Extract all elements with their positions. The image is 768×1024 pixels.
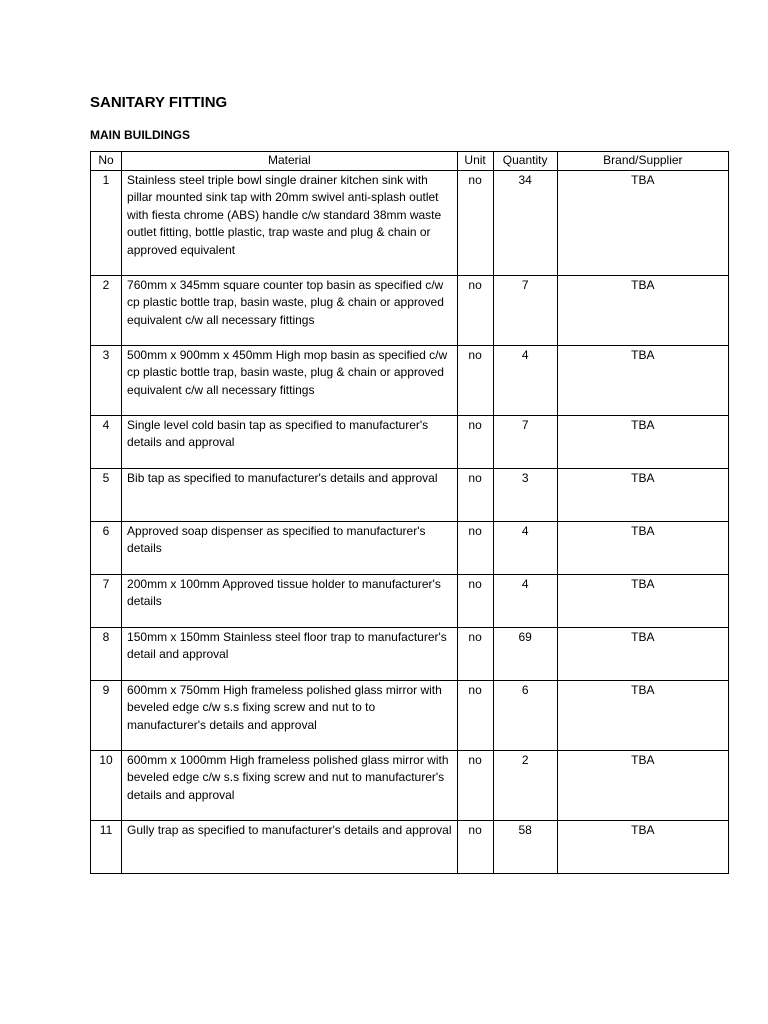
row-no: 2 [91,275,122,345]
row-unit: no [457,468,493,521]
row-brand: TBA [557,170,728,275]
row-quantity: 7 [493,415,557,468]
row-material: Gully trap as specified to manufacturer's details and approval [122,820,458,873]
header-no: No [91,152,122,171]
row-no: 11 [91,820,122,873]
row-no: 8 [91,627,122,680]
row-brand: TBA [557,521,728,574]
row-material: 500mm x 900mm x 450mm High mop basin as specified c/w cp plastic bottle trap, basin waste, plug & chain or approved equivalent c/w all necessary fittings [122,345,458,415]
table-row [91,680,729,750]
row-brand: TBA [557,820,728,873]
row-no: 7 [91,574,122,627]
row-quantity: 7 [493,275,557,345]
table-row [91,820,729,873]
page-title: SANITARY FITTING [90,94,228,111]
row-quantity: 4 [493,574,557,627]
row-material: 200mm x 100mm Approved tissue holder to manufacturer's details [122,574,458,627]
row-no: 1 [91,170,122,275]
table-row [91,345,729,415]
row-brand: TBA [557,275,728,345]
row-unit: no [457,275,493,345]
row-material: 760mm x 345mm square counter top basin as specified c/w cp plastic bottle trap, basin waste, plug & chain or approved equivalent c/w all necessary fittings [122,275,458,345]
row-quantity: 34 [493,170,557,275]
row-quantity: 3 [493,468,557,521]
row-brand: TBA [557,574,728,627]
row-unit: no [457,574,493,627]
row-brand: TBA [557,627,728,680]
table-row [91,750,729,820]
row-quantity: 58 [493,820,557,873]
row-no: 4 [91,415,122,468]
row-brand: TBA [557,680,728,750]
sanitary-fitting-table [90,151,729,874]
table-row [91,170,729,275]
row-brand: TBA [557,345,728,415]
row-quantity: 6 [493,680,557,750]
row-brand: TBA [557,468,728,521]
section-title: MAIN BUILDINGS [90,128,190,142]
row-no: 9 [91,680,122,750]
row-unit: no [457,170,493,275]
row-material: Stainless steel triple bowl single drainer kitchen sink with pillar mounted sink tap with 20mm swivel anti-splash outlet with fiesta chrome (ABS) handle c/w standard 38mm waste outlet fitting, bottle plastic, trap waste and plug & chain or approved equivalent [122,170,458,275]
header-brand: Brand/Supplier [557,152,728,171]
row-unit: no [457,820,493,873]
row-unit: no [457,345,493,415]
row-brand: TBA [557,415,728,468]
row-material: Approved soap dispenser as specified to manufacturer's details [122,521,458,574]
table-row [91,415,729,468]
header-unit: Unit [457,152,493,171]
row-quantity: 69 [493,627,557,680]
row-unit: no [457,680,493,750]
row-unit: no [457,627,493,680]
table-row [91,574,729,627]
row-material: 600mm x 750mm High frameless polished glass mirror with beveled edge c/w s.s fixing screw and nut to to manufacturer's details and approval [122,680,458,750]
table-row [91,468,729,521]
header-material: Material [122,152,458,171]
row-quantity: 4 [493,521,557,574]
row-unit: no [457,750,493,820]
row-material: Bib tap as specified to manufacturer's details and approval [122,468,458,521]
row-material: 600mm x 1000mm High frameless polished glass mirror with beveled edge c/w s.s fixing screw and nut to manufacturer's details and approval [122,750,458,820]
table-row [91,627,729,680]
row-material: 150mm x 150mm Stainless steel floor trap to manufacturer's detail and approval [122,627,458,680]
row-no: 3 [91,345,122,415]
header-quantity: Quantity [493,152,557,171]
table-header-row [91,152,729,171]
table-row [91,521,729,574]
row-unit: no [457,521,493,574]
row-no: 10 [91,750,122,820]
row-no: 5 [91,468,122,521]
row-quantity: 4 [493,345,557,415]
row-no: 6 [91,521,122,574]
row-brand: TBA [557,750,728,820]
row-material: Single level cold basin tap as specified to manufacturer's details and approval [122,415,458,468]
table-row [91,275,729,345]
row-unit: no [457,415,493,468]
row-quantity: 2 [493,750,557,820]
